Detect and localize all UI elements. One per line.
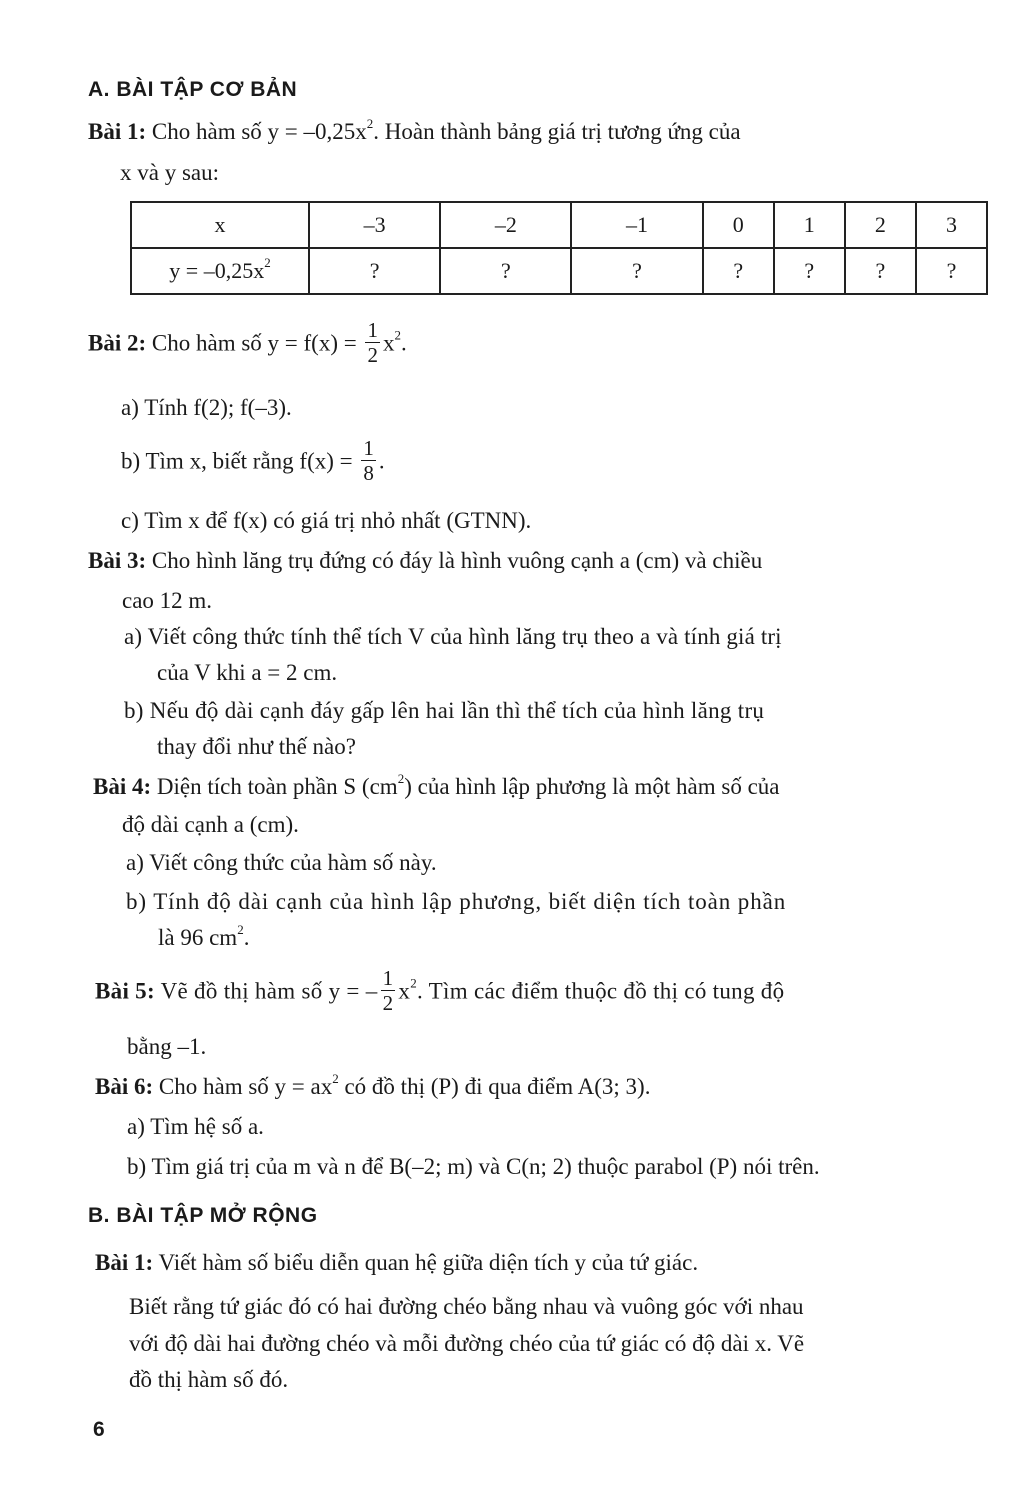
bai1-sup: 2	[366, 116, 374, 131]
table-head-y-text: y = –0,25x	[169, 258, 265, 283]
fraction-numerator: 1	[363, 436, 374, 460]
fraction-denominator: 2	[382, 991, 394, 1015]
b-bai1-p-line3: đồ thị hàm số đó.	[129, 1367, 289, 1392]
bai1-text2: . Hoàn thành bảng giá trị tương ứng của	[373, 119, 741, 144]
section-b-heading: B. BÀI TẬP MỞ RỘNG	[88, 1204, 318, 1227]
bai3-b-line2: thay đổi như thế nào?	[157, 734, 356, 759]
bai3-a-line1: a) Viết công thức tính thể tích V của hình lăng trụ theo a và tính giá trị	[124, 624, 782, 649]
bai5-line2: bằng –1.	[127, 1034, 207, 1059]
bai2-text3: .	[400, 330, 407, 356]
bai2-text1: Cho hàm số y = f(x) =	[146, 330, 363, 356]
table-cell-y: ?	[774, 248, 845, 294]
bai6-label: Bài 6:	[95, 1074, 154, 1099]
fraction-denominator: 8	[363, 461, 374, 485]
bai6-b: b) Tìm giá trị của m và n để B(–2; m) và C(n; 2) thuộc parabol (P) nói trên.	[127, 1154, 820, 1179]
bai1-line1	[88, 116, 988, 145]
bai4-sup: 2	[397, 771, 405, 786]
bai2-fraction	[365, 320, 380, 366]
b-bai1-p-line2: với độ dài hai đường chéo và mỗi đường chéo của tứ giác có độ dài x. Vẽ	[129, 1331, 805, 1356]
bai2-a: a) Tính f(2); f(–3).	[121, 395, 292, 420]
bai2-sup: 2	[394, 327, 401, 343]
table-cell-y: ?	[916, 248, 987, 294]
bai6-line1	[95, 1071, 651, 1100]
table-cell-x: 2	[845, 202, 916, 248]
bai2-line1	[88, 318, 407, 368]
bai2-c: c) Tìm x để f(x) có giá trị nhỏ nhất (GTNN).	[121, 508, 532, 533]
table-cell-y: ?	[845, 248, 916, 294]
b-bai1-p-line1: Biết rằng tứ giác đó có hai đường chéo bằng nhau và vuông góc với nhau	[129, 1294, 804, 1319]
table-row-x	[131, 202, 987, 248]
table-cell-x: 0	[703, 202, 774, 248]
bai1-label: Bài 1:	[88, 119, 147, 144]
bai2-b-text: b) Tìm x, biết rằng f(x) =	[121, 448, 359, 474]
bai5-label: Bài 5:	[95, 978, 155, 1004]
table-cell-y: ?	[440, 248, 571, 294]
bai1-line2: x và y sau:	[120, 160, 220, 185]
table-cell-y: ?	[571, 248, 702, 294]
bai4-b-end: .	[243, 925, 250, 950]
bai4-text1: Diện tích toàn phần S (cm	[151, 774, 398, 799]
bai2-b-fraction	[361, 438, 376, 484]
b-bai1-line1	[95, 1250, 698, 1276]
fraction-numerator: 1	[382, 966, 394, 990]
bai5-text1: Vẽ đồ thị hàm số y = –	[154, 978, 378, 1004]
b-bai1-label: Bài 1:	[95, 1250, 154, 1275]
bai5-fraction	[381, 968, 396, 1014]
table-head-y	[131, 248, 309, 294]
bai4-b-line2	[158, 922, 250, 951]
bai6-text1: Cho hàm số y = ax	[153, 1074, 333, 1099]
bai3-line2: cao 12 m.	[122, 588, 213, 613]
bai6-sup: 2	[332, 1071, 339, 1086]
bai4-label: Bài 4:	[93, 774, 152, 799]
table-cell-y: ?	[703, 248, 774, 294]
bai5-sup: 2	[410, 975, 417, 991]
bai3-text1: Cho hình lăng trụ đứng có đáy là hình vuông cạnh a (cm) và chiều	[151, 548, 763, 573]
table-cell-x: –2	[440, 202, 571, 248]
table-cell-x: –1	[571, 202, 702, 248]
bai2-b	[121, 436, 385, 486]
bai1-statement	[88, 116, 741, 145]
table-row-y	[131, 248, 987, 294]
bai4-text2: ) của hình lập phương là một hàm số của	[404, 774, 780, 799]
bai4-b-text: là 96 cm	[158, 925, 238, 950]
section-a-heading: A. BÀI TẬP CƠ BẢN	[88, 78, 298, 101]
bai3-a-line2: của V khi a = 2 cm.	[157, 660, 338, 685]
page-number: 6	[93, 1418, 105, 1441]
bai2-b-end: .	[378, 448, 385, 474]
value-table	[130, 201, 988, 295]
fraction-denominator: 2	[367, 343, 378, 367]
bai6-a: a) Tìm hệ số a.	[127, 1114, 264, 1139]
bai4-b-line1: b) Tính độ dài cạnh của hình lập phương, biết diện tích toàn phần	[126, 889, 787, 914]
fraction-numerator: 1	[367, 318, 378, 342]
bai2-label: Bài 2:	[88, 330, 147, 356]
bai4-line1	[93, 771, 780, 800]
table-head-x: x	[131, 202, 309, 248]
bai4-b-sup: 2	[237, 922, 244, 937]
b-bai1-text: Viết hàm số biểu diễn quan hệ giữa diện tích y của tứ giác.	[153, 1250, 699, 1275]
bai6-text2: có đồ thị (P) đi qua điểm A(3; 3).	[338, 1074, 651, 1099]
table-head-y-sup: 2	[264, 255, 271, 270]
bai3-line1	[88, 548, 762, 574]
bai5-line1	[95, 966, 785, 1016]
table-cell-x: 3	[916, 202, 987, 248]
bai4-a: a) Viết công thức của hàm số này.	[126, 850, 437, 875]
bai5-text2: x	[398, 978, 411, 1004]
bai3-label: Bài 3:	[88, 548, 147, 573]
table-cell-x: 1	[774, 202, 845, 248]
bai5-text3: . Tìm các điểm thuộc đồ thị có tung độ	[417, 978, 785, 1004]
table-cell-x: –3	[309, 202, 440, 248]
bai3-b-line1: b) Nếu độ dài cạnh đáy gấp lên hai lần thì thể tích của hình lăng trụ	[124, 698, 765, 723]
bai4-line2: độ dài cạnh a (cm).	[122, 812, 299, 837]
bai2-text2: x	[382, 330, 395, 356]
table-cell-y: ?	[309, 248, 440, 294]
bai1-text1: Cho hàm số y = –0,25x	[146, 119, 367, 144]
